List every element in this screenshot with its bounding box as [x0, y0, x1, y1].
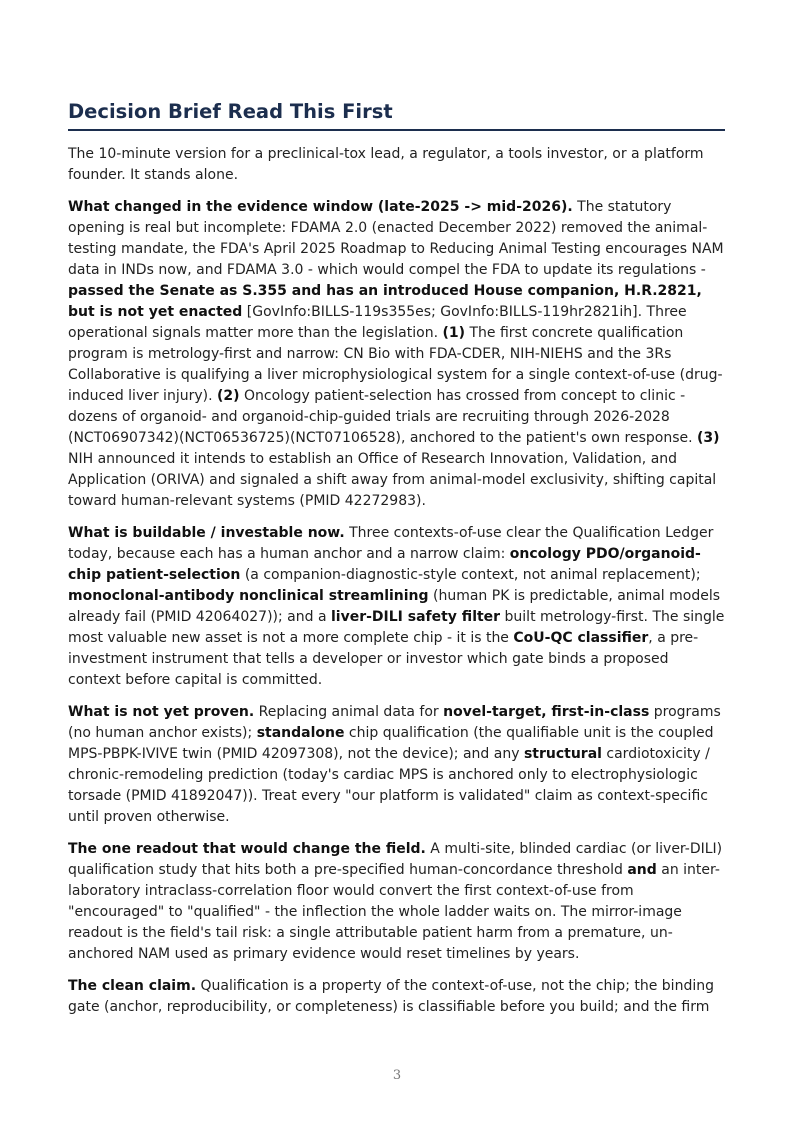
- paragraph-text: (human PK is predictable, animal models already fail (PMID 42064027)); and a: [68, 588, 721, 625]
- paragraph-buildable: [68, 523, 725, 691]
- emphasis: standalone: [256, 725, 345, 741]
- paragraph-lead: What is buildable / investable now.: [68, 525, 345, 541]
- paragraph-not-proven: [68, 702, 725, 828]
- paragraph-text: cardiotoxicity / chronic-remodeling prediction (today's cardiac MPS is anchored only to electrophysiologic torsade (PMID 41892047)). Treat every "our platform is validated" claim as context-specific until proven otherwise.: [68, 746, 710, 825]
- emphasis: and: [627, 862, 657, 878]
- paragraph-text: (a companion-diagnostic-style context, not animal replacement);: [240, 567, 701, 583]
- emphasis: passed the Senate as S.355 and has an introduced House companion, H.R.2821, but is not yet enacted: [68, 283, 702, 320]
- list-marker: (2): [216, 388, 240, 404]
- paragraph-lead: The one readout that would change the field.: [68, 841, 426, 857]
- emphasis: CoU-QC classifier: [513, 630, 649, 646]
- paragraph-text: [GovInfo:BILLS-119s355es; GovInfo:BILLS-119hr2821ih]. Three operational signals matter more than the legislation.: [68, 304, 687, 341]
- emphasis: liver-DILI safety filter: [330, 609, 501, 625]
- list-marker: (1): [442, 325, 466, 341]
- list-marker: (3): [697, 430, 720, 446]
- paragraph-text: programs (no human anchor exists);: [68, 704, 721, 741]
- paragraph-text: Replacing animal data for: [254, 704, 444, 720]
- emphasis: monoclonal-antibody nonclinical streamlining: [68, 588, 429, 604]
- paragraph-text: The first concrete qualification program is metrology-first and narrow: CN Bio with FDA-CDER, NIH-NIEHS and the 3Rs Collaborative is qualifying a liver microphysiological system for a single context-of-use (drug-induced liver injury).: [68, 325, 723, 404]
- paragraph-text: A multi-site, blinded cardiac (or liver-DILI) qualification study that hits both a pre-specified human-concordance threshold: [68, 841, 723, 878]
- body-text: [68, 144, 725, 1029]
- intro-paragraph: The 10-minute version for a preclinical-tox lead, a regulator, a tools investor, or a platform founder. It stands alone.: [68, 146, 704, 183]
- page-number: 3: [392, 1068, 402, 1083]
- paragraph-text: Qualification is a property of the context-of-use, not the chip; the binding gate (anchor, reproducibility, or completeness) is classifiable before you build; and the firm: [68, 978, 714, 1015]
- emphasis: structural: [523, 746, 602, 762]
- paragraph-text: The statutory opening is real but incomplete: FDAMA 2.0 (enacted December 2022) removed the animal-testing mandate, the FDA's April 2025 Roadmap to Reducing Animal Testing encourages NAM data in INDs now, and FDAMA 3.0 - which would compel the FDA to update its regulations -: [68, 199, 724, 278]
- paragraph-text: built metrology-first. The single most valuable new asset is not a more complete chip - it is the: [68, 609, 725, 646]
- paragraph-text: chip qualification (the qualifiable unit is the coupled MPS-PBPK-IVIVE twin (PMID 42097308), not the device); and any: [68, 725, 714, 762]
- paragraph-lead: What is not yet proven.: [68, 704, 255, 720]
- paragraph-lead: What changed in the evidence window (late-2025 -> mid-2026).: [68, 199, 573, 215]
- paragraph-lead: The clean claim.: [68, 978, 197, 994]
- paragraph-what-changed: [68, 197, 725, 512]
- paragraph-text: Three contexts-of-use clear the Qualification Ledger today, because each has a human anchor and a narrow claim:: [68, 525, 714, 562]
- paragraph-text: , a pre-investment instrument that tells a developer or investor which gate binds a proposed context before capital is committed.: [68, 630, 699, 688]
- paragraph-text: an inter-laboratory intraclass-correlation floor would convert the first context-of-use from "encouraged" to "qualified" - the inflection the whole ladder waits on. The mirror-image readout is the field's tail risk: a single attributable patient harm from a premature, un-anchored NAM used as primary evidence would reset timelines by years.: [68, 862, 720, 962]
- paragraph-one-readout: [68, 839, 725, 965]
- section-heading: Decision Brief Read This First: [68, 100, 393, 123]
- heading-rule: [68, 129, 725, 131]
- emphasis: novel-target, first-in-class: [443, 704, 650, 720]
- paragraph-clean-claim: [68, 976, 725, 1018]
- paragraph-text: NIH announced it intends to establish an Office of Research Innovation, Validation, and Application (ORIVA) and signaled a shift away from animal-model exclusivity, shifting capital toward human-relevant systems (PMID 42272983).: [68, 451, 717, 509]
- paragraph-text: Oncology patient-selection has crossed from concept to clinic - dozens of organoid- and organoid-chip-guided trials are recruiting through 2026-2028 (NCT06907342)(NCT06536725)(NCT07106528), anchored to the patient's own response.: [68, 388, 698, 446]
- emphasis: oncology PDO/organoid-chip patient-selection: [68, 546, 701, 583]
